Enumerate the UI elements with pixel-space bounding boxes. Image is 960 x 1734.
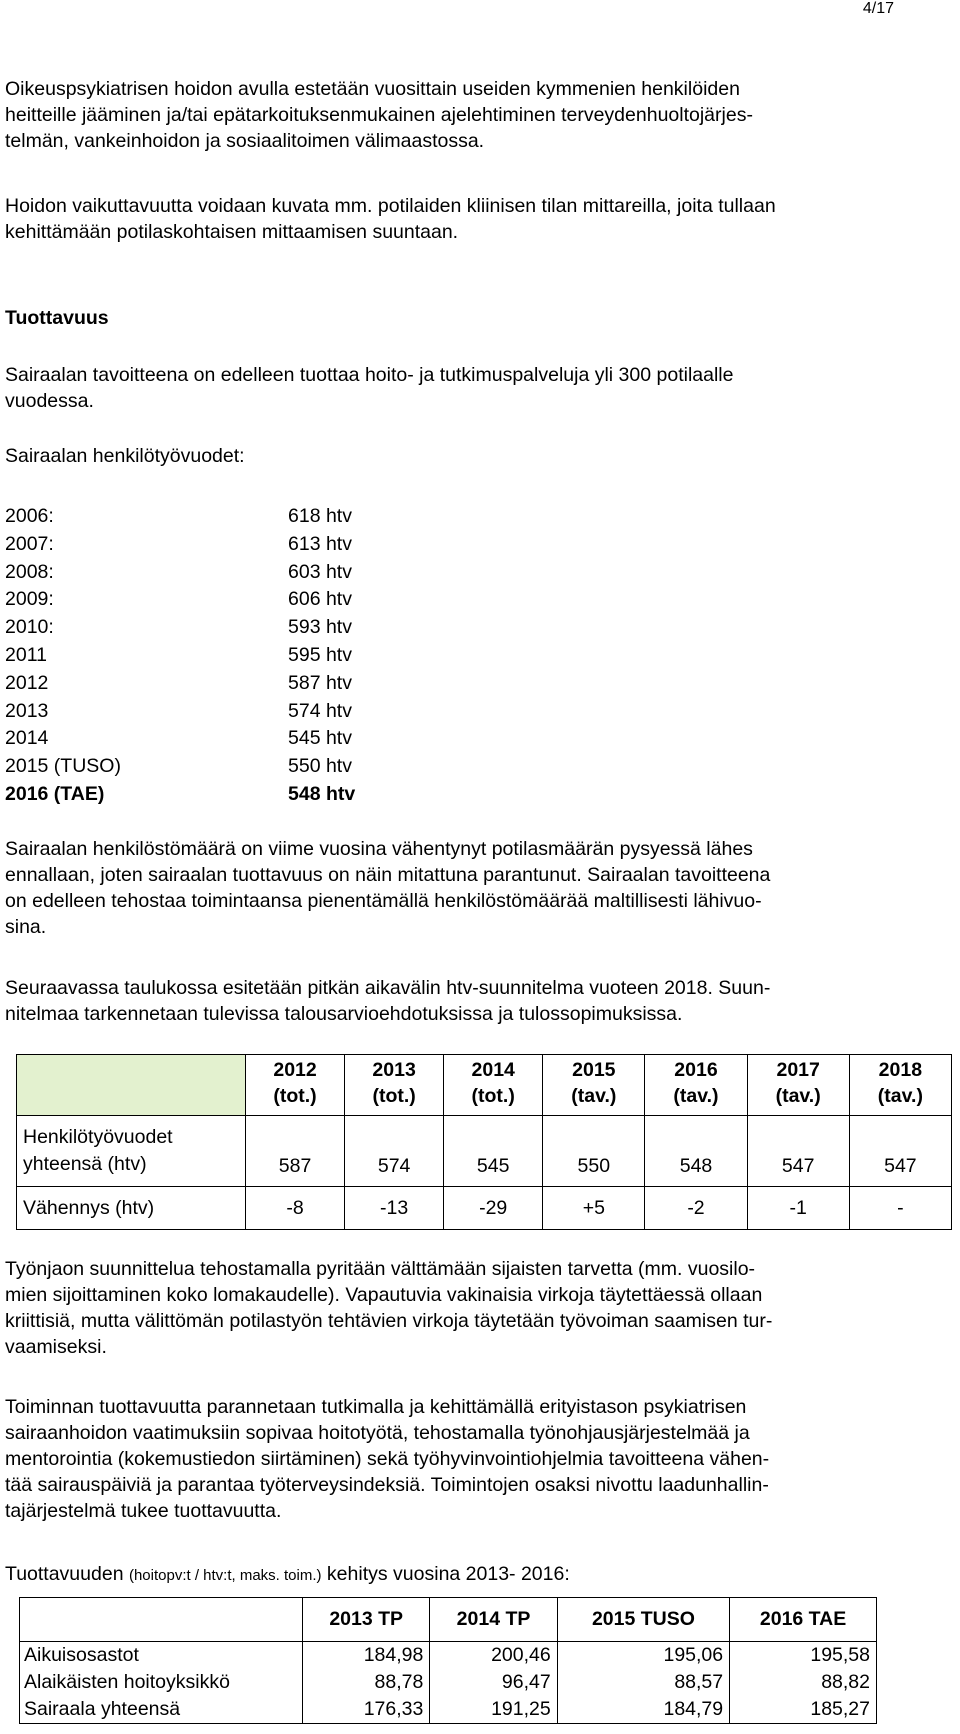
list-value: 545 htv <box>288 727 352 750</box>
list-item <box>5 586 355 614</box>
table-cell: 200,46 <box>430 1642 557 1670</box>
productivity-title <box>5 1563 570 1586</box>
text-line: sina. <box>5 916 47 938</box>
header-cell <box>747 1055 849 1116</box>
row-label-line: yhteensä (htv) <box>23 1153 147 1175</box>
table-cell: -1 <box>747 1187 849 1230</box>
table-cell: 195,06 <box>557 1642 729 1670</box>
text-line: Hoidon vaikuttavuutta voidaan kuvata mm. potilaiden kliinisen tilan mittareilla, joita tullaan <box>5 195 776 217</box>
list-year: 2006: <box>5 505 54 527</box>
table-cell: 88,57 <box>557 1669 729 1696</box>
list-year: 2014 <box>5 727 49 750</box>
header-blank-cell <box>20 1598 303 1642</box>
row-label-line: Henkilötyövuodet <box>23 1126 173 1148</box>
table-cell: - <box>849 1187 951 1230</box>
list-item <box>5 642 355 670</box>
paragraph-2 <box>5 193 955 245</box>
table-header-row <box>20 1598 877 1642</box>
header-kind: (tot.) <box>471 1085 515 1107</box>
text-line: on edelleen tehostaa toimintaansa pienentämällä henkilöstömäärää maltillisesti lähivuo- <box>5 890 762 912</box>
row-label: Aikuisosastot <box>20 1642 303 1670</box>
list-value: 574 htv <box>288 699 352 722</box>
text-line: Työnjaon suunnittelua tehostamalla pyritään välttämään sijaisten tarvetta (mm. vuosilo- <box>5 1258 756 1280</box>
table-cell: +5 <box>543 1187 645 1230</box>
paragraph-7 <box>5 1256 955 1360</box>
text-line: vaamiseksi. <box>5 1336 107 1358</box>
table-cell: 96,47 <box>430 1669 557 1696</box>
header-cell: 2013 TP <box>303 1598 430 1642</box>
table-cell: 574 <box>345 1116 444 1187</box>
table-row <box>20 1696 877 1724</box>
text-line: mentorointia (kokemustiedon siirtäminen) sekä työhyvinvointiohjelmia tavoitteena vähen- <box>5 1448 770 1470</box>
htv-list <box>5 503 355 809</box>
header-cell <box>849 1055 951 1116</box>
header-cell <box>645 1055 747 1116</box>
table-row <box>20 1669 877 1696</box>
list-year: 2009: <box>5 588 54 611</box>
table-cell: 545 <box>444 1116 543 1187</box>
table-cell: -2 <box>645 1187 747 1230</box>
table-cell: 547 <box>747 1116 849 1187</box>
header-kind: (tav.) <box>775 1085 821 1107</box>
header-cell: 2015 TUSO <box>557 1598 729 1642</box>
text-line: ennallaan, joten sairaalan tuottavuus on näin mitattuna parantunut. Sairaalan tavoitteena <box>5 864 771 886</box>
htv-plan-table <box>16 1054 952 1230</box>
paragraph-5 <box>5 836 955 940</box>
row-label: Alaikäisten hoitoyksikkö <box>20 1669 303 1696</box>
text-line: vuodessa. <box>5 390 94 412</box>
header-cell <box>444 1055 543 1116</box>
list-year: 2015 (TUSO) <box>5 755 121 778</box>
text-line: sairaanhoidon vaatimuksiin sopivaa hoitotyötä, tehostamalla työnohjausjärjestelmää ja <box>5 1422 750 1444</box>
table-cell: -8 <box>246 1187 345 1230</box>
list-item <box>5 698 355 726</box>
row-label: Vähennys (htv) <box>17 1187 246 1230</box>
list-value: 618 htv <box>288 505 352 527</box>
header-cell <box>543 1055 645 1116</box>
list-value: 548 htv <box>288 782 356 805</box>
table-cell: 185,27 <box>730 1696 877 1724</box>
list-value: 595 htv <box>288 643 352 666</box>
header-year: 2017 <box>776 1059 820 1081</box>
list-year: 2016 (TAE) <box>5 782 105 805</box>
header-kind: (tot.) <box>372 1085 416 1107</box>
header-kind: (tav.) <box>877 1085 923 1107</box>
text-line: Oikeuspsykiatrisen hoidon avulla estetään vuosittain useiden kymmenien henkilöiden <box>5 78 740 100</box>
table-header-row <box>17 1055 952 1116</box>
table-cell: 184,98 <box>303 1642 430 1670</box>
productivity-table <box>19 1597 877 1724</box>
text-line: kehittämään potilaskohtaisen mittaamisen suuntaan. <box>5 221 459 243</box>
table-cell: 184,79 <box>557 1696 729 1724</box>
table-cell: 548 <box>645 1116 747 1187</box>
list-item <box>5 503 355 531</box>
list-item <box>5 559 355 587</box>
list-item <box>5 781 355 809</box>
list-item <box>5 753 355 781</box>
paragraph-1 <box>5 76 955 154</box>
list-item <box>5 531 355 559</box>
header-kind: (tav.) <box>571 1085 617 1107</box>
text-line: Sairaalan henkilöstömäärä on viime vuosina vähentynyt potilasmäärän pysyessä lähes <box>5 838 753 860</box>
list-item <box>5 725 355 753</box>
text-line: telmän, vankeinhoidon ja sosiaalitoimen välimaastossa. <box>5 130 485 152</box>
header-year: 2015 <box>572 1059 616 1081</box>
header-cell <box>345 1055 444 1116</box>
header-cell: 2014 TP <box>430 1598 557 1642</box>
title-part: kehitys vuosina 2013- 2016: <box>321 1563 570 1585</box>
list-value: 587 htv <box>288 671 352 694</box>
table-cell: 550 <box>543 1116 645 1187</box>
table-row <box>17 1187 952 1230</box>
header-year: 2016 <box>674 1059 718 1081</box>
header-year: 2012 <box>273 1059 317 1081</box>
paragraph-8 <box>5 1394 955 1524</box>
list-value: 593 htv <box>288 616 352 639</box>
text-line: tajärjestelmä tukee tuottavuutta. <box>5 1500 282 1522</box>
title-part: Tuottavuuden <box>5 1563 129 1585</box>
text-line: Seuraavassa taulukossa esitetään pitkän aikavälin htv-suunnitelma vuoteen 2018. Suun- <box>5 977 771 999</box>
header-cell <box>246 1055 345 1116</box>
text-line: kriittisiä, mutta välittömän potilastyön tehtävien virkoja täytetään työvoiman saamisen tur- <box>5 1310 773 1332</box>
text-line: nitelmaa tarkennetaan tulevissa talousarvioehdotuksissa ja tulossopimuksissa. <box>5 1003 683 1025</box>
list-year: 2011 <box>5 643 47 666</box>
text-line: Toiminnan tuottavuutta parannetaan tutkimalla ja kehittämällä erityistason psykiatrisen <box>5 1396 747 1418</box>
paragraph-4: Sairaalan henkilötyövuodet: <box>5 445 245 467</box>
text-line: mien sijoittaminen koko lomakaudelle). Vapautuvia vakinaisia virkoja täytettäessä ollaan <box>5 1284 763 1306</box>
page-number: 4/17 <box>862 0 894 17</box>
list-year: 2010: <box>5 616 54 639</box>
table-cell: 191,25 <box>430 1696 557 1724</box>
header-year: 2014 <box>471 1059 515 1081</box>
table-cell: -29 <box>444 1187 543 1230</box>
list-value: 603 htv <box>288 560 352 583</box>
table-cell: 88,82 <box>730 1669 877 1696</box>
list-year: 2008: <box>5 560 54 583</box>
list-value: 613 htv <box>288 532 352 555</box>
table-cell: 547 <box>849 1116 951 1187</box>
list-year: 2013 <box>5 699 49 722</box>
table-row <box>17 1116 952 1187</box>
list-year: 2012 <box>5 671 49 694</box>
header-year: 2018 <box>878 1059 923 1081</box>
list-value: 606 htv <box>288 588 352 611</box>
table-cell: 176,33 <box>303 1696 430 1724</box>
title-part-small: (hoitopv:t / htv:t, maks. toim.) <box>128 1567 322 1584</box>
text-line: tää sairauspäiviä ja parantaa työterveysindeksiä. Toimintojen osaksi nivottu laadunhallin- <box>5 1474 769 1496</box>
table-cell: 587 <box>246 1116 345 1187</box>
list-value: 550 htv <box>288 755 352 778</box>
header-kind: (tav.) <box>673 1085 719 1107</box>
list-item <box>5 670 355 698</box>
section-heading: Tuottavuus <box>5 307 109 329</box>
table-cell: -13 <box>345 1187 444 1230</box>
table-cell: 195,58 <box>730 1642 877 1670</box>
text-line: heitteille jääminen ja/tai epätarkoituksenmukainen ajelehtiminen terveydenhuoltojärjes- <box>5 104 753 126</box>
text-line: Sairaalan tavoitteena on edelleen tuottaa hoito- ja tutkimuspalveluja yli 300 potilaalle <box>5 364 734 386</box>
paragraph-6 <box>5 975 955 1027</box>
header-cell: 2016 TAE <box>730 1598 877 1642</box>
list-item <box>5 614 355 642</box>
paragraph-3 <box>5 362 955 414</box>
list-year: 2007: <box>5 532 54 555</box>
row-label <box>17 1116 246 1187</box>
header-blank-cell <box>17 1055 246 1116</box>
table-cell: 88,78 <box>303 1669 430 1696</box>
row-label: Sairaala yhteensä <box>20 1696 303 1724</box>
table-row <box>20 1642 877 1670</box>
header-year: 2013 <box>372 1059 416 1081</box>
header-kind: (tot.) <box>273 1085 317 1107</box>
